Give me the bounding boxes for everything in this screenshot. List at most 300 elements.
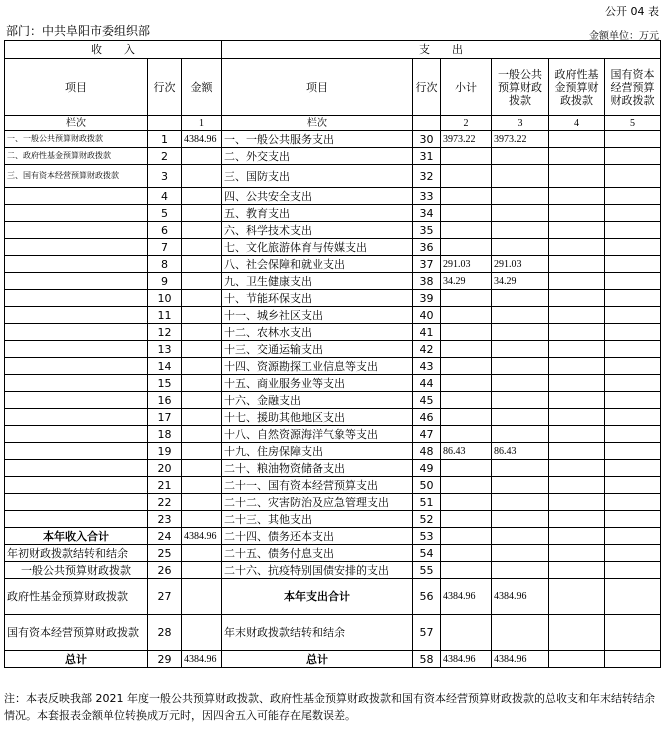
expense-row-no: 47 [413, 426, 441, 443]
table-row [5, 324, 661, 341]
state-capital-value [605, 409, 661, 426]
gov-fund-value [549, 392, 605, 409]
lanci-cell: 4 [549, 116, 605, 131]
expense-item: 十七、援助其他地区支出 [222, 409, 413, 426]
expense-item: 九、卫生健康支出 [222, 273, 413, 290]
gov-fund-value [549, 409, 605, 426]
income-row-no: 14 [148, 358, 182, 375]
expense-row-no: 42 [413, 341, 441, 358]
lanci-cell: 3 [492, 116, 549, 131]
income-row-no: 4 [148, 188, 182, 205]
income-item: 年初财政拨款结转和结余 [5, 545, 148, 562]
gov-fund-value [549, 443, 605, 460]
expense-item: 二十二、灾害防治及应急管理支出 [222, 494, 413, 511]
subtotal-value [441, 307, 492, 324]
expense-item: 十三、交通运输支出 [222, 341, 413, 358]
expense-row-no: 46 [413, 409, 441, 426]
income-row-no: 20 [148, 460, 182, 477]
income-row-no: 10 [148, 290, 182, 307]
income-row-no: 5 [148, 205, 182, 222]
expense-item: 十、节能环保支出 [222, 290, 413, 307]
gov-fund-header: 政府性基金预算财政拨款 [549, 59, 605, 116]
fiscal-summary-table [4, 40, 661, 668]
expense-total-label: 总计 [222, 651, 413, 668]
expense-item: 二十六、抗疫特别国债安排的支出 [222, 562, 413, 579]
subtotal-value: 34.29 [441, 273, 492, 290]
expense-group-header: 支 出 [222, 41, 661, 59]
general-budget-value [492, 528, 549, 545]
subtotal-value [441, 205, 492, 222]
expense-row-no: 48 [413, 443, 441, 460]
table-row [5, 256, 661, 273]
state-capital-value [605, 528, 661, 545]
income-amount [182, 273, 222, 290]
income-item: 一般公共预算财政拨款 [5, 562, 148, 579]
table-row [5, 341, 661, 358]
income-row-no: 13 [148, 341, 182, 358]
table-row [5, 307, 661, 324]
income-item [5, 307, 148, 324]
state-capital-value [605, 290, 661, 307]
state-capital-value [605, 443, 661, 460]
gov-fund-value [549, 131, 605, 148]
subtotal-value [441, 165, 492, 188]
expense-row-no: 55 [413, 562, 441, 579]
subtotal-value [441, 477, 492, 494]
income-item [5, 477, 148, 494]
table-row [5, 392, 661, 409]
state-capital-value [605, 460, 661, 477]
gov-fund-value [549, 239, 605, 256]
table-row [5, 426, 661, 443]
table-row [5, 409, 661, 426]
lanci-label: 栏次 [222, 116, 413, 131]
income-row-no: 7 [148, 239, 182, 256]
gov-fund-value [549, 188, 605, 205]
state-capital-value [605, 222, 661, 239]
expense-row-no: 31 [413, 148, 441, 165]
expense-item: 二、外交支出 [222, 148, 413, 165]
income-item [5, 392, 148, 409]
income-amount [182, 290, 222, 307]
expense-row-no: 41 [413, 324, 441, 341]
subtotal-value: 3973.22 [441, 131, 492, 148]
income-row-no: 8 [148, 256, 182, 273]
income-item [5, 188, 148, 205]
state-capital-value [605, 392, 661, 409]
income-amount [182, 205, 222, 222]
table-row [5, 273, 661, 290]
state-capital-value [605, 307, 661, 324]
expense-item: 四、公共安全支出 [222, 188, 413, 205]
income-row-no: 28 [148, 615, 182, 651]
income-row-no: 16 [148, 392, 182, 409]
income-amount [182, 341, 222, 358]
expense-row-no: 54 [413, 545, 441, 562]
income-row-no: 26 [148, 562, 182, 579]
income-row-no: 6 [148, 222, 182, 239]
subtotal-value [441, 222, 492, 239]
subtotal-value [441, 426, 492, 443]
unit-label: 金额单位：万元 [589, 31, 659, 42]
state-capital-value [605, 358, 661, 375]
income-row-no: 9 [148, 273, 182, 290]
income-item [5, 290, 148, 307]
table-row [5, 165, 661, 188]
table-row [5, 222, 661, 239]
gov-fund-value [549, 205, 605, 222]
general-budget-value [492, 545, 549, 562]
general-budget-value [492, 165, 549, 188]
state-capital-header: 国有资本经营预算财政拨款 [605, 59, 661, 116]
expense-item: 十四、资源勘探工业信息等支出 [222, 358, 413, 375]
gov-fund-value [549, 341, 605, 358]
gov-fund-value [549, 165, 605, 188]
general-budget-value: 3973.22 [492, 131, 549, 148]
general-budget-value: 4384.96 [492, 579, 549, 615]
general-budget-header: 一般公共预算财政拨款 [492, 59, 549, 116]
income-group-header: 收 入 [5, 41, 222, 59]
expense-item: 十六、金融支出 [222, 392, 413, 409]
subtotal-value [441, 392, 492, 409]
income-amount [182, 579, 222, 615]
income-item: 三、国有资本经营预算财政拨款 [5, 165, 148, 188]
subtotal-value: 86.43 [441, 443, 492, 460]
income-amount [182, 222, 222, 239]
income-item: 政府性基金预算财政拨款 [5, 579, 148, 615]
expense-item: 三、国防支出 [222, 165, 413, 188]
income-row-no: 19 [148, 443, 182, 460]
income-row-no: 11 [148, 307, 182, 324]
income-row-no: 1 [148, 131, 182, 148]
expense-item: 六、科学技术支出 [222, 222, 413, 239]
expense-item: 十八、自然资源海洋气象等支出 [222, 426, 413, 443]
income-amount: 4384.96 [182, 528, 222, 545]
general-budget-value: 86.43 [492, 443, 549, 460]
table-row [5, 460, 661, 477]
general-budget-value [492, 148, 549, 165]
expense-item: 七、文化旅游体育与传媒支出 [222, 239, 413, 256]
subtotal-value [441, 375, 492, 392]
table-code: 公开 04 表 [605, 5, 659, 18]
income-row-no: 25 [148, 545, 182, 562]
lanci-label: 栏次 [5, 116, 148, 131]
income-item [5, 494, 148, 511]
general-budget-value [492, 239, 549, 256]
income-amount [182, 460, 222, 477]
gov-fund-value [549, 562, 605, 579]
subtotal-value [441, 290, 492, 307]
expense-item: 十二、农林水支出 [222, 324, 413, 341]
expense-row-no: 38 [413, 273, 441, 290]
income-item: 国有资本经营预算财政拨款 [5, 615, 148, 651]
general-budget-value [492, 562, 549, 579]
expense-item: 八、社会保障和就业支出 [222, 256, 413, 273]
table-row [5, 443, 661, 460]
income-total-label: 总计 [5, 651, 148, 668]
subtotal-value [441, 188, 492, 205]
income-item [5, 511, 148, 528]
state-capital-value [605, 131, 661, 148]
state-capital-value [605, 651, 661, 668]
subtotal-value [441, 528, 492, 545]
gov-fund-value [549, 273, 605, 290]
table-row [5, 511, 661, 528]
general-budget-value [492, 409, 549, 426]
income-row-no: 24 [148, 528, 182, 545]
income-amount [182, 511, 222, 528]
state-capital-value [605, 615, 661, 651]
general-budget-value [492, 341, 549, 358]
income-row-no: 29 [148, 651, 182, 668]
income-item: 二、政府性基金预算财政拨款 [5, 148, 148, 165]
expense-row-no: 37 [413, 256, 441, 273]
general-budget-value [492, 307, 549, 324]
income-amount [182, 307, 222, 324]
subtotal-value [441, 615, 492, 651]
gov-fund-value [549, 615, 605, 651]
table-row [5, 375, 661, 392]
expense-row-no: 53 [413, 528, 441, 545]
income-row-no: 17 [148, 409, 182, 426]
expense-item: 二十五、债务付息支出 [222, 545, 413, 562]
income-total-amount: 4384.96 [182, 651, 222, 668]
state-capital-value [605, 341, 661, 358]
gov-fund-value [549, 528, 605, 545]
gov-fund-value [549, 256, 605, 273]
state-capital-value [605, 375, 661, 392]
income-row-no: 2 [148, 148, 182, 165]
general-budget-value [492, 290, 549, 307]
state-capital-value [605, 273, 661, 290]
expense-row-no: 56 [413, 579, 441, 615]
table-row [5, 188, 661, 205]
gov-fund-value [549, 579, 605, 615]
state-capital-value [605, 477, 661, 494]
income-amount [182, 409, 222, 426]
expense-item: 二十一、国有资本经营预算支出 [222, 477, 413, 494]
subtotal-value: 291.03 [441, 256, 492, 273]
expense-row-no: 30 [413, 131, 441, 148]
subtotal-value [441, 409, 492, 426]
table-row [5, 290, 661, 307]
expense-row-no: 40 [413, 307, 441, 324]
income-row-no: 15 [148, 375, 182, 392]
general-budget-value [492, 511, 549, 528]
footnote: 注：本表反映我部 2021 年度一般公共预算财政拨款、政府性基金预算财政拨款和国有资本经营预算财政拨款的总收支和年末结转结余情况。本套报表金额单位转换成万元时，因四舍五入可能存在尾数误差。 [4, 692, 655, 722]
income-amount [182, 477, 222, 494]
general-budget-value [492, 460, 549, 477]
expense-row-no: 35 [413, 222, 441, 239]
income-amount [182, 562, 222, 579]
income-amount [182, 545, 222, 562]
general-budget-value: 291.03 [492, 256, 549, 273]
subtotal-value [441, 494, 492, 511]
income-item [5, 375, 148, 392]
income-row-no: 3 [148, 165, 182, 188]
subtotal-header: 小计 [441, 59, 492, 116]
income-amount: 4384.96 [182, 131, 222, 148]
table-row [5, 131, 661, 148]
state-capital-value [605, 545, 661, 562]
income-item [5, 273, 148, 290]
subtotal-value [441, 341, 492, 358]
expense-item: 十九、住房保障支出 [222, 443, 413, 460]
state-capital-value [605, 148, 661, 165]
subtotal-value: 4384.96 [441, 651, 492, 668]
expense-item: 年末财政拨款结转和结余 [222, 615, 413, 651]
lanci-cell: 2 [441, 116, 492, 131]
income-amount [182, 239, 222, 256]
gov-fund-value [549, 290, 605, 307]
expense-item: 五、教育支出 [222, 205, 413, 222]
gov-fund-value [549, 148, 605, 165]
income-row-no: 18 [148, 426, 182, 443]
general-budget-value [492, 205, 549, 222]
income-amount [182, 256, 222, 273]
expense-row-no: 34 [413, 205, 441, 222]
income-item [5, 460, 148, 477]
general-budget-value [492, 188, 549, 205]
lanci-cell [148, 116, 182, 131]
state-capital-value [605, 426, 661, 443]
gov-fund-value [549, 324, 605, 341]
state-capital-value [605, 511, 661, 528]
state-capital-value [605, 494, 661, 511]
expense-row-no: 50 [413, 477, 441, 494]
expense-row-no: 36 [413, 239, 441, 256]
income-row-no: 27 [148, 579, 182, 615]
gov-fund-value [549, 460, 605, 477]
state-capital-value [605, 239, 661, 256]
expense-row-no: 52 [413, 511, 441, 528]
table-row [5, 358, 661, 375]
table-row [5, 477, 661, 494]
gov-fund-value [549, 222, 605, 239]
subtotal-value [441, 562, 492, 579]
income-item [5, 205, 148, 222]
expense-row-no: 39 [413, 290, 441, 307]
table-row [5, 239, 661, 256]
income-amount [182, 148, 222, 165]
income-item [5, 341, 148, 358]
table-row [5, 562, 661, 579]
income-row-no: 22 [148, 494, 182, 511]
income-item [5, 358, 148, 375]
income-amount [182, 426, 222, 443]
general-budget-value [492, 222, 549, 239]
expense-item: 十五、商业服务业等支出 [222, 375, 413, 392]
lanci-cell: 5 [605, 116, 661, 131]
income-item [5, 443, 148, 460]
gov-fund-value [549, 358, 605, 375]
table-row [5, 545, 661, 562]
gov-fund-value [549, 651, 605, 668]
income-item [5, 256, 148, 273]
subtotal-value [441, 148, 492, 165]
income-amount [182, 358, 222, 375]
gov-fund-value [549, 545, 605, 562]
income-amount [182, 494, 222, 511]
subtotal-value [441, 545, 492, 562]
expense-row-no: 58 [413, 651, 441, 668]
subtotal-value [441, 239, 492, 256]
state-capital-value [605, 165, 661, 188]
income-item [5, 239, 148, 256]
subtotal-value: 4384.96 [441, 579, 492, 615]
income-row-header: 行次 [148, 59, 182, 116]
expense-item: 二十四、债务还本支出 [222, 528, 413, 545]
income-item [5, 426, 148, 443]
income-amount [182, 324, 222, 341]
income-amount [182, 165, 222, 188]
state-capital-value [605, 579, 661, 615]
expense-row-no: 51 [413, 494, 441, 511]
table-row [5, 494, 661, 511]
state-capital-value [605, 188, 661, 205]
income-row-no: 23 [148, 511, 182, 528]
expense-row-no: 57 [413, 615, 441, 651]
income-row-no: 12 [148, 324, 182, 341]
expense-row-no: 43 [413, 358, 441, 375]
gov-fund-value [549, 494, 605, 511]
general-budget-value: 4384.96 [492, 651, 549, 668]
expense-row-no: 49 [413, 460, 441, 477]
income-amount-header: 金额 [182, 59, 222, 116]
expense-row-no: 45 [413, 392, 441, 409]
general-budget-value [492, 494, 549, 511]
general-budget-value [492, 426, 549, 443]
expense-row-no: 44 [413, 375, 441, 392]
subtotal-value [441, 511, 492, 528]
lanci-cell [413, 116, 441, 131]
subtotal-value [441, 460, 492, 477]
subtotal-value [441, 324, 492, 341]
state-capital-value [605, 562, 661, 579]
state-capital-value [605, 256, 661, 273]
table-row [5, 205, 661, 222]
general-budget-value [492, 375, 549, 392]
income-item-header: 项目 [5, 59, 148, 116]
income-amount [182, 615, 222, 651]
state-capital-value [605, 324, 661, 341]
income-item [5, 222, 148, 239]
gov-fund-value [549, 477, 605, 494]
expense-item: 本年支出合计 [222, 579, 413, 615]
general-budget-value [492, 358, 549, 375]
general-budget-value: 34.29 [492, 273, 549, 290]
department-label: 部门：中共阜阳市委组织部 [6, 24, 151, 38]
expense-item: 十一、城乡社区支出 [222, 307, 413, 324]
expense-item: 二十三、其他支出 [222, 511, 413, 528]
general-budget-value [492, 324, 549, 341]
expense-item: 二十、粮油物资储备支出 [222, 460, 413, 477]
expense-item: 一、一般公共服务支出 [222, 131, 413, 148]
income-amount [182, 188, 222, 205]
state-capital-value [605, 205, 661, 222]
income-amount [182, 443, 222, 460]
gov-fund-value [549, 426, 605, 443]
table-row [5, 148, 661, 165]
general-budget-value [492, 392, 549, 409]
lanci-cell: 1 [182, 116, 222, 131]
table-row [5, 528, 661, 545]
income-row-no: 21 [148, 477, 182, 494]
income-item [5, 409, 148, 426]
general-budget-value [492, 477, 549, 494]
income-amount [182, 392, 222, 409]
subtotal-value [441, 358, 492, 375]
